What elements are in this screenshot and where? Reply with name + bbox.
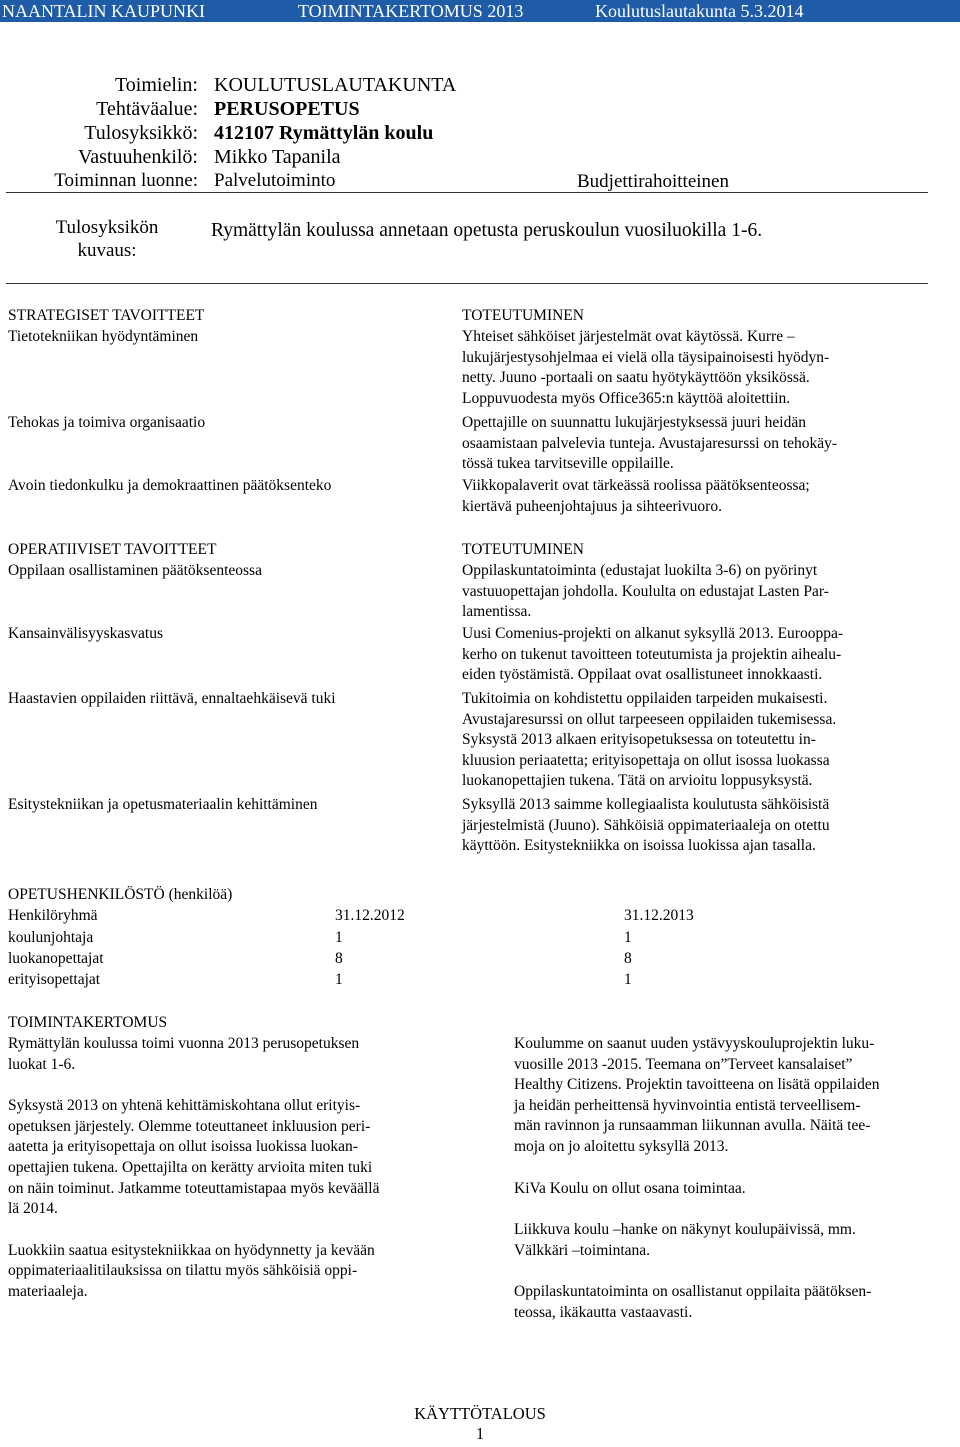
strategic-goal: Tehokas ja toimiva organisaatio bbox=[8, 414, 206, 431]
label-tehtavaalue: Tehtäväalue: bbox=[96, 98, 198, 120]
staff-row-value: 1 bbox=[335, 929, 343, 946]
report-paragraph: Rymättylän koulussa toimi vuonna 2013 perusopetuksen luokat 1-6. bbox=[8, 1035, 360, 1073]
operative-result: Syksyllä 2013 saimme kollegiaalista koulutusta sähköisistä järjestelmistä (Juuno). Sähköisiä oppimateriaaleja on otettu käyttöön. Esitystekniikka on isoissa luokissa ajan tasalla. bbox=[462, 796, 830, 855]
label-vastuuhenkilo: Vastuuhenkilö: bbox=[78, 146, 198, 168]
operative-result: Uusi Comenius-projekti on alkanut syksyllä 2013. Eurooppa- kerho on tukenut tavoitteen toteutumista ja projektin aihealu- eiden työstämistä. Oppilaat ovat osallistuneet innokkaasti. bbox=[462, 625, 843, 684]
value-tehtavaalue: PERUSOPETUS bbox=[214, 98, 360, 120]
divider bbox=[6, 283, 928, 284]
description-label: Tulosyksikön kuvaus: bbox=[55, 217, 159, 261]
operative-result: Oppilaskuntatoiminta (edustajat luokilta 3-6) on pyörinyt vastuuopettajan johdolla. Koululta on edustajat Lasten Par- lamentissa. bbox=[462, 562, 829, 621]
strategic-goal: Avoin tiedonkulku ja demokraattinen päätöksenteko bbox=[8, 477, 332, 494]
report-paragraph: Liikkuva koulu –hanke on näkynyt koulupäivissä, mm. Välkkäri –toimintana. bbox=[514, 1221, 856, 1259]
staff-row-value: 8 bbox=[335, 950, 343, 967]
value-vastuuhenkilo: Mikko Tapanila bbox=[214, 146, 341, 168]
divider bbox=[6, 192, 928, 193]
value-toiminnan-luonne: Palvelutoiminto bbox=[214, 170, 336, 191]
staff-col-header: 31.12.2013 bbox=[624, 907, 694, 924]
operative-goal: Haastavien oppilaiden riittävä, ennaltaehkäisevä tuki bbox=[8, 690, 336, 707]
staff-row-label: erityisopettajat bbox=[8, 971, 101, 988]
report-paragraph: Luokkiin saatua esitystekniikkaa on hyödynnetty ja kevään oppimateriaalitilauksissa on tilattu myös sähköisiä oppi- materiaaleja. bbox=[8, 1241, 375, 1300]
page-number: 1 bbox=[475, 1424, 485, 1443]
municipality-name: NAANTALIN KAUPUNKI bbox=[2, 1, 206, 21]
staff-row-label: koulunjohtaja bbox=[8, 929, 94, 946]
operative-result: Tukitoimia on kohdistettu oppilaiden tarpeiden mukaisesti. Avustajaresurssi on ollut tarpeeseen oppilaiden tukemisessa. Syksystä 2013 alkaen erityisopetuksessa on toteutettu in- kluusion periaatetta; erityisopettaja on ollut isossa luokassa luokanopettajien tukena. Tätä on arvioitu loppusyksystä. bbox=[462, 690, 837, 790]
section-title: KÄYTTÖTALOUS bbox=[414, 1404, 546, 1423]
operative-heading: OPERATIIVISET TAVOITTEET bbox=[8, 541, 217, 558]
operative-goal: Esitystekniikan ja opetusmateriaalin kehittäminen bbox=[8, 796, 318, 813]
staff-row-value: 1 bbox=[624, 929, 632, 946]
staff-heading: OPETUSHENKILÖSTÖ (henkilöä) bbox=[8, 886, 233, 903]
budget-type: Budjettirahoitteinen bbox=[577, 171, 729, 192]
staff-row-value: 8 bbox=[624, 950, 632, 967]
report-paragraph: Oppilaskuntatoiminta on osallistanut oppilaita päätöksen- teossa, ikäkautta vastaavasti. bbox=[514, 1283, 872, 1321]
strategic-result: Viikkopalaverit ovat tärkeässä roolissa päätöksenteossa; kiertävä puheenjohtajuus ja sihteerivuoro. bbox=[462, 477, 810, 515]
operative-goal: Oppilaan osallistaminen päätöksenteossa bbox=[8, 562, 262, 579]
label-toimielin: Toimielin: bbox=[114, 74, 198, 96]
operative-result-heading: TOTEUTUMINEN bbox=[462, 541, 584, 558]
operative-goal: Kansainvälisyyskasvatus bbox=[8, 625, 163, 642]
staff-row-value: 1 bbox=[335, 971, 343, 988]
strategic-result: Opettajille on suunnattu lukujärjestyksessä juuri heidän osaamistaan palvelevia tunteja. Avustajaresurssi on tehokäy- tössä tukea tarvitseville oppilaille. bbox=[462, 414, 838, 473]
strategic-result-heading: TOTEUTUMINEN bbox=[462, 307, 584, 324]
value-toimielin: KOULUTUSLAUTAKUNTA bbox=[214, 74, 457, 96]
staff-col-header: Henkilöryhmä bbox=[8, 907, 98, 924]
report-paragraph: Syksystä 2013 on yhtenä kehittämiskohtana ollut erityis- opetuksen järjestely. Olemme toteuttaneet inkluusion peri- aatetta ja erityisopettaja on ollut isoissa luokissa luokan- opettajien tukena. Opettajilta on kerätty arvioita miten tuki on näin toiminut. Jatkamme toteuttamistapaa myös keväällä lä 2014. bbox=[8, 1097, 380, 1218]
strategic-heading: STRATEGISET TAVOITTEET bbox=[8, 307, 205, 324]
report-paragraph: Koulumme on saanut uuden ystävyyskouluprojektin luku- vuosille 2013 -2015. Teemana on”Terveet kansalaiset” Healthy Citizens. Projektin tavoitteena on lisätä oppilaiden ja heidän perheittensä hyvinvointia entistä terveellisem- män ravinnon ja runsaamman liikunnan avulla. Näitä tee- moja on jo aloitettu syksyllä 2013. bbox=[514, 1035, 880, 1155]
report-title: TOIMINTAKERTOMUS 2013 bbox=[298, 1, 524, 21]
report-heading: TOIMINTAKERTOMUS bbox=[8, 1014, 168, 1031]
staff-row-value: 1 bbox=[624, 971, 632, 988]
staff-row-label: luokanopettajat bbox=[8, 950, 104, 967]
description-value: Rymättylän koulussa annetaan opetusta peruskoulun vuosiluokilla 1-6. bbox=[211, 220, 763, 241]
page-header bbox=[0, 0, 960, 22]
strategic-goal: Tietotekniikan hyödyntäminen bbox=[8, 328, 199, 345]
value-tulosyksikko: 412107 Rymättylän koulu bbox=[214, 122, 434, 144]
report-paragraph: KiVa Koulu on ollut osana toimintaa. bbox=[514, 1179, 746, 1197]
staff-col-header: 31.12.2012 bbox=[335, 907, 405, 924]
committee-date: Koulutuslautakunta 5.3.2014 bbox=[595, 1, 804, 21]
strategic-result: Yhteiset sähköiset järjestelmät ovat käytössä. Kurre – lukujärjestysohjelmaa ei vielä olla täysipainoisesti hyödyn- netty. Juuno -portaali on saatu hyötykäyttöön yksikössä. Loppuvuodesta myös Office365:n käyttöä aloitettiin. bbox=[462, 328, 830, 407]
report-right-column bbox=[514, 1034, 879, 1324]
label-tulosyksikko: Tulosyksikkö: bbox=[84, 122, 198, 144]
label-toiminnan-luonne: Toiminnan luonne: bbox=[54, 170, 198, 191]
report-left-column bbox=[8, 1034, 379, 1303]
